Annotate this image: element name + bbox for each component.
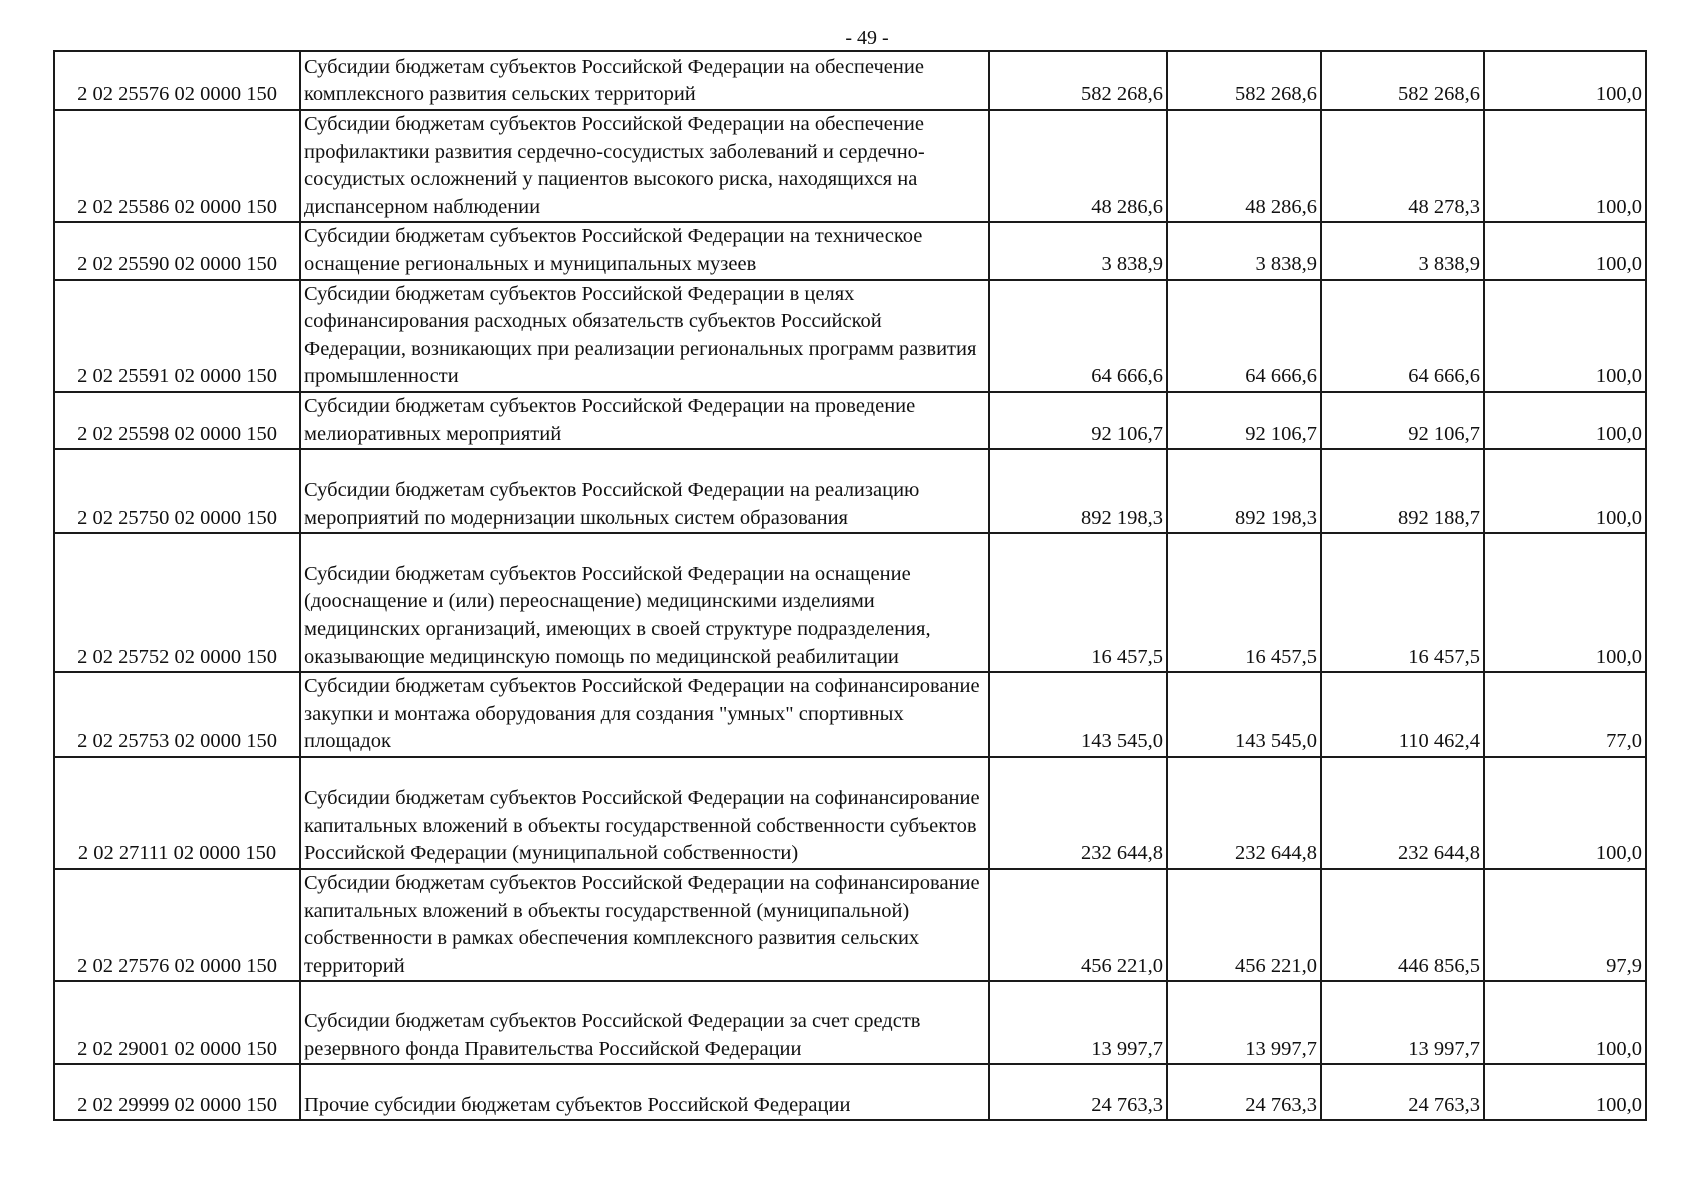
execution-percent: 97,9 xyxy=(1484,869,1646,981)
planned-amount: 143 545,0 xyxy=(989,672,1167,757)
executed-amount: 16 457,5 xyxy=(1321,533,1484,672)
planned-amount: 92 106,7 xyxy=(989,392,1167,449)
execution-percent: 100,0 xyxy=(1484,110,1646,222)
approved-amount: 232 644,8 xyxy=(1167,757,1321,869)
budget-item-name: Субсидии бюджетам субъектов Российской Федерации на софинансирование капитальных вложений в объекты государственной собственности субъектов Российской Федерации (муниципальной собственности) xyxy=(300,757,989,869)
budget-item-name: Субсидии бюджетам субъектов Российской Федерации на софинансирование закупки и монтажа оборудования для создания "умных" спортивных площадок xyxy=(300,672,989,757)
budget-code: 2 02 27576 02 0000 150 xyxy=(54,869,300,981)
planned-amount: 24 763,3 xyxy=(989,1064,1167,1120)
table-row xyxy=(54,533,1646,672)
executed-amount: 13 997,7 xyxy=(1321,981,1484,1064)
planned-amount: 16 457,5 xyxy=(989,533,1167,672)
executed-amount: 446 856,5 xyxy=(1321,869,1484,981)
table-row xyxy=(54,51,1646,110)
budget-item-name: Субсидии бюджетам субъектов Российской Федерации на обеспечение комплексного развития сельских территорий xyxy=(300,51,989,110)
execution-percent: 100,0 xyxy=(1484,280,1646,392)
executed-amount: 24 763,3 xyxy=(1321,1064,1484,1120)
approved-amount: 582 268,6 xyxy=(1167,51,1321,110)
execution-percent: 100,0 xyxy=(1484,757,1646,869)
budget-code: 2 02 29001 02 0000 150 xyxy=(54,981,300,1064)
budget-table xyxy=(53,50,1647,1121)
budget-item-name: Субсидии бюджетам субъектов Российской Федерации на обеспечение профилактики развития сердечно-сосудистых заболеваний и сердечно-сосудистых осложнений у пациентов высокого риска, находящихся на диспансерном наблюдении xyxy=(300,110,989,222)
budget-code: 2 02 29999 02 0000 150 xyxy=(54,1064,300,1120)
approved-amount: 24 763,3 xyxy=(1167,1064,1321,1120)
budget-item-name: Субсидии бюджетам субъектов Российской Федерации в целях софинансирования расходных обязательств субъектов Российской Федерации, возникающих при реализации региональных программ развития промышленности xyxy=(300,280,989,392)
budget-item-name: Субсидии бюджетам субъектов Российской Федерации на софинансирование капитальных вложений в объекты государственной (муниципальной) собственности в рамках обеспечения комплексного развития сельских территорий xyxy=(300,869,989,981)
planned-amount: 232 644,8 xyxy=(989,757,1167,869)
budget-item-name: Субсидии бюджетам субъектов Российской Федерации на проведение мелиоративных мероприятий xyxy=(300,392,989,449)
budget-code: 2 02 25753 02 0000 150 xyxy=(54,672,300,757)
budget-code: 2 02 25590 02 0000 150 xyxy=(54,222,300,279)
executed-amount: 64 666,6 xyxy=(1321,280,1484,392)
budget-item-name: Субсидии бюджетам субъектов Российской Федерации на техническое оснащение региональных и муниципальных музеев xyxy=(300,222,989,279)
executed-amount: 582 268,6 xyxy=(1321,51,1484,110)
planned-amount: 456 221,0 xyxy=(989,869,1167,981)
table-row xyxy=(54,672,1646,757)
executed-amount: 92 106,7 xyxy=(1321,392,1484,449)
table-row xyxy=(54,280,1646,392)
execution-percent: 100,0 xyxy=(1484,1064,1646,1120)
approved-amount: 143 545,0 xyxy=(1167,672,1321,757)
execution-percent: 100,0 xyxy=(1484,392,1646,449)
planned-amount: 3 838,9 xyxy=(989,222,1167,279)
budget-item-name: Прочие субсидии бюджетам субъектов Российской Федерации xyxy=(300,1064,989,1120)
budget-code: 2 02 25591 02 0000 150 xyxy=(54,280,300,392)
execution-percent: 100,0 xyxy=(1484,222,1646,279)
executed-amount: 3 838,9 xyxy=(1321,222,1484,279)
budget-item-name: Субсидии бюджетам субъектов Российской Федерации за счет средств резервного фонда Правительства Российской Федерации xyxy=(300,981,989,1064)
table-row xyxy=(54,1064,1646,1120)
budget-item-name: Субсидии бюджетам субъектов Российской Федерации на оснащение (дооснащение и (или) переоснащение) медицинскими изделиями медицинских организаций, имеющих в своей структуре подразделения, оказывающие медицинскую помощь по медицинской реабилитации xyxy=(300,533,989,672)
approved-amount: 13 997,7 xyxy=(1167,981,1321,1064)
planned-amount: 892 198,3 xyxy=(989,449,1167,533)
planned-amount: 64 666,6 xyxy=(989,280,1167,392)
table-row xyxy=(54,869,1646,981)
executed-amount: 892 188,7 xyxy=(1321,449,1484,533)
approved-amount: 892 198,3 xyxy=(1167,449,1321,533)
executed-amount: 232 644,8 xyxy=(1321,757,1484,869)
execution-percent: 77,0 xyxy=(1484,672,1646,757)
execution-percent: 100,0 xyxy=(1484,51,1646,110)
planned-amount: 582 268,6 xyxy=(989,51,1167,110)
approved-amount: 456 221,0 xyxy=(1167,869,1321,981)
execution-percent: 100,0 xyxy=(1484,533,1646,672)
table-row xyxy=(54,757,1646,869)
executed-amount: 48 278,3 xyxy=(1321,110,1484,222)
approved-amount: 64 666,6 xyxy=(1167,280,1321,392)
budget-code: 2 02 25750 02 0000 150 xyxy=(54,449,300,533)
table-row xyxy=(54,222,1646,279)
table-row xyxy=(54,449,1646,533)
execution-percent: 100,0 xyxy=(1484,981,1646,1064)
budget-item-name: Субсидии бюджетам субъектов Российской Федерации на реализацию мероприятий по модернизации школьных систем образования xyxy=(300,449,989,533)
budget-code: 2 02 25598 02 0000 150 xyxy=(54,392,300,449)
budget-code: 2 02 25576 02 0000 150 xyxy=(54,51,300,110)
page-number: - 49 - xyxy=(845,27,889,49)
table-row xyxy=(54,392,1646,449)
table-row xyxy=(54,981,1646,1064)
execution-percent: 100,0 xyxy=(1484,449,1646,533)
table-row xyxy=(54,110,1646,222)
budget-code: 2 02 25586 02 0000 150 xyxy=(54,110,300,222)
approved-amount: 48 286,6 xyxy=(1167,110,1321,222)
budget-code: 2 02 27111 02 0000 150 xyxy=(54,757,300,869)
planned-amount: 48 286,6 xyxy=(989,110,1167,222)
approved-amount: 16 457,5 xyxy=(1167,533,1321,672)
executed-amount: 110 462,4 xyxy=(1321,672,1484,757)
approved-amount: 92 106,7 xyxy=(1167,392,1321,449)
approved-amount: 3 838,9 xyxy=(1167,222,1321,279)
planned-amount: 13 997,7 xyxy=(989,981,1167,1064)
budget-code: 2 02 25752 02 0000 150 xyxy=(54,533,300,672)
